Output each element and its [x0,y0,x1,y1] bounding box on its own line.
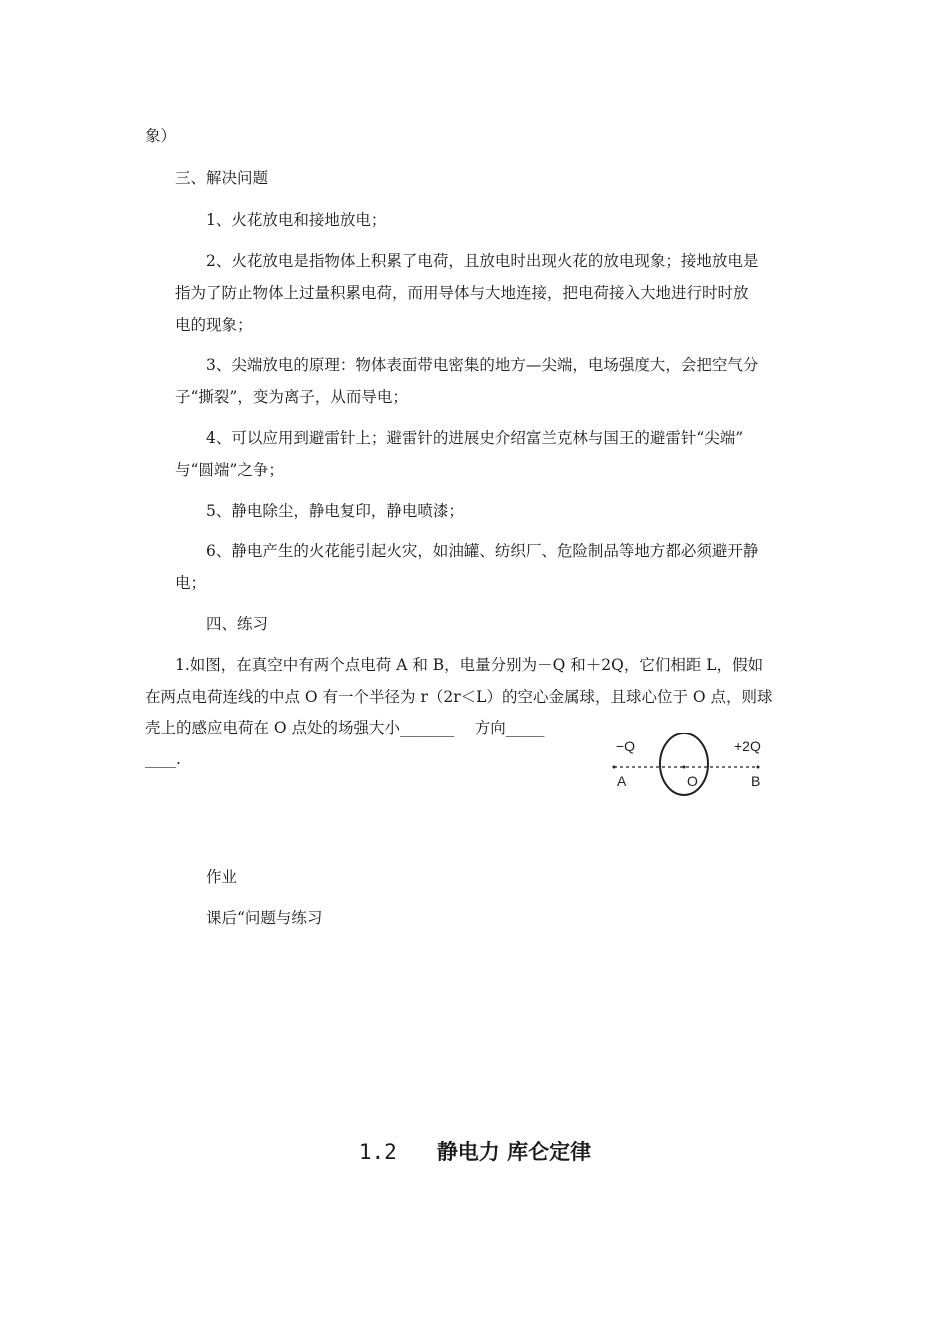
text-line: 2、火花放电是指物体上积累了电荷，且放电时出现火花的放电现象；接地放电是 [206,252,759,270]
point-a-label: A [617,773,627,789]
homework-text: 课后“问题与练习 [206,909,323,927]
exercise-text: 在两点电荷连线的中点 O 有一个半径为 r（2r＜L）的空心金属球，且球心位于 O 点，则球 [145,688,773,706]
text-line: 子“撕裂”，变为离子，从而导电； [175,388,408,406]
center-o-dot [683,766,686,769]
text-line: 与“圆端”之争； [175,461,284,479]
point-a-dot [613,766,616,769]
section-number: 1.2 [358,1140,397,1164]
exercise-text: 壳上的感应电荷在 O 点处的场强大小_______ 方向_____ [145,719,545,737]
homework-heading: 作业 [206,868,238,886]
exercise-text: 1.如图，在真空中有两个点电荷 A 和 B，电量分别为－Q 和＋2Q，它们相距 L，假如 [175,656,764,674]
section-title [0,1136,950,1166]
text-line: 指为了防止物体上过量积累电荷，而用导体与大地连接，把电荷接入大地进行时时放 [175,284,749,302]
section-title-text: 静电力 库仑定律 [436,1139,592,1164]
point-o-label: O [687,773,698,789]
text-line: 电的现象； [175,316,253,334]
text-line: 1、火花放电和接地放电； [206,211,387,229]
text-line: 电； [175,574,207,592]
metal-sphere [660,733,708,795]
charge-b-label: +2Q [734,738,761,754]
point-b-label: B [751,773,761,789]
exercise-text: ____. [145,750,181,768]
charge-a-label: −Q [616,738,636,754]
charge-sphere-diagram [608,733,780,799]
text-line: 5、静电除尘，静电复印，静电喷漆； [206,502,464,520]
section-heading-practice: 四、练习 [206,615,269,633]
text-line: 6、静电产生的火花能引起火灾，如油罐、纺织厂、危险制品等地方都必须避开静 [206,542,759,560]
text-line: 4、可以应用到避雷针上；避雷针的进展史介绍富兰克林与国王的避雷针“尖端” [206,429,744,447]
text-line: 3、尖端放电的原理：物体表面带电密集的地方—尖端，电场强度大，会把空气分 [206,356,759,374]
text-line: 象） [145,127,177,145]
point-b-dot [757,766,760,769]
section-heading-solve: 三、解决问题 [175,169,269,187]
